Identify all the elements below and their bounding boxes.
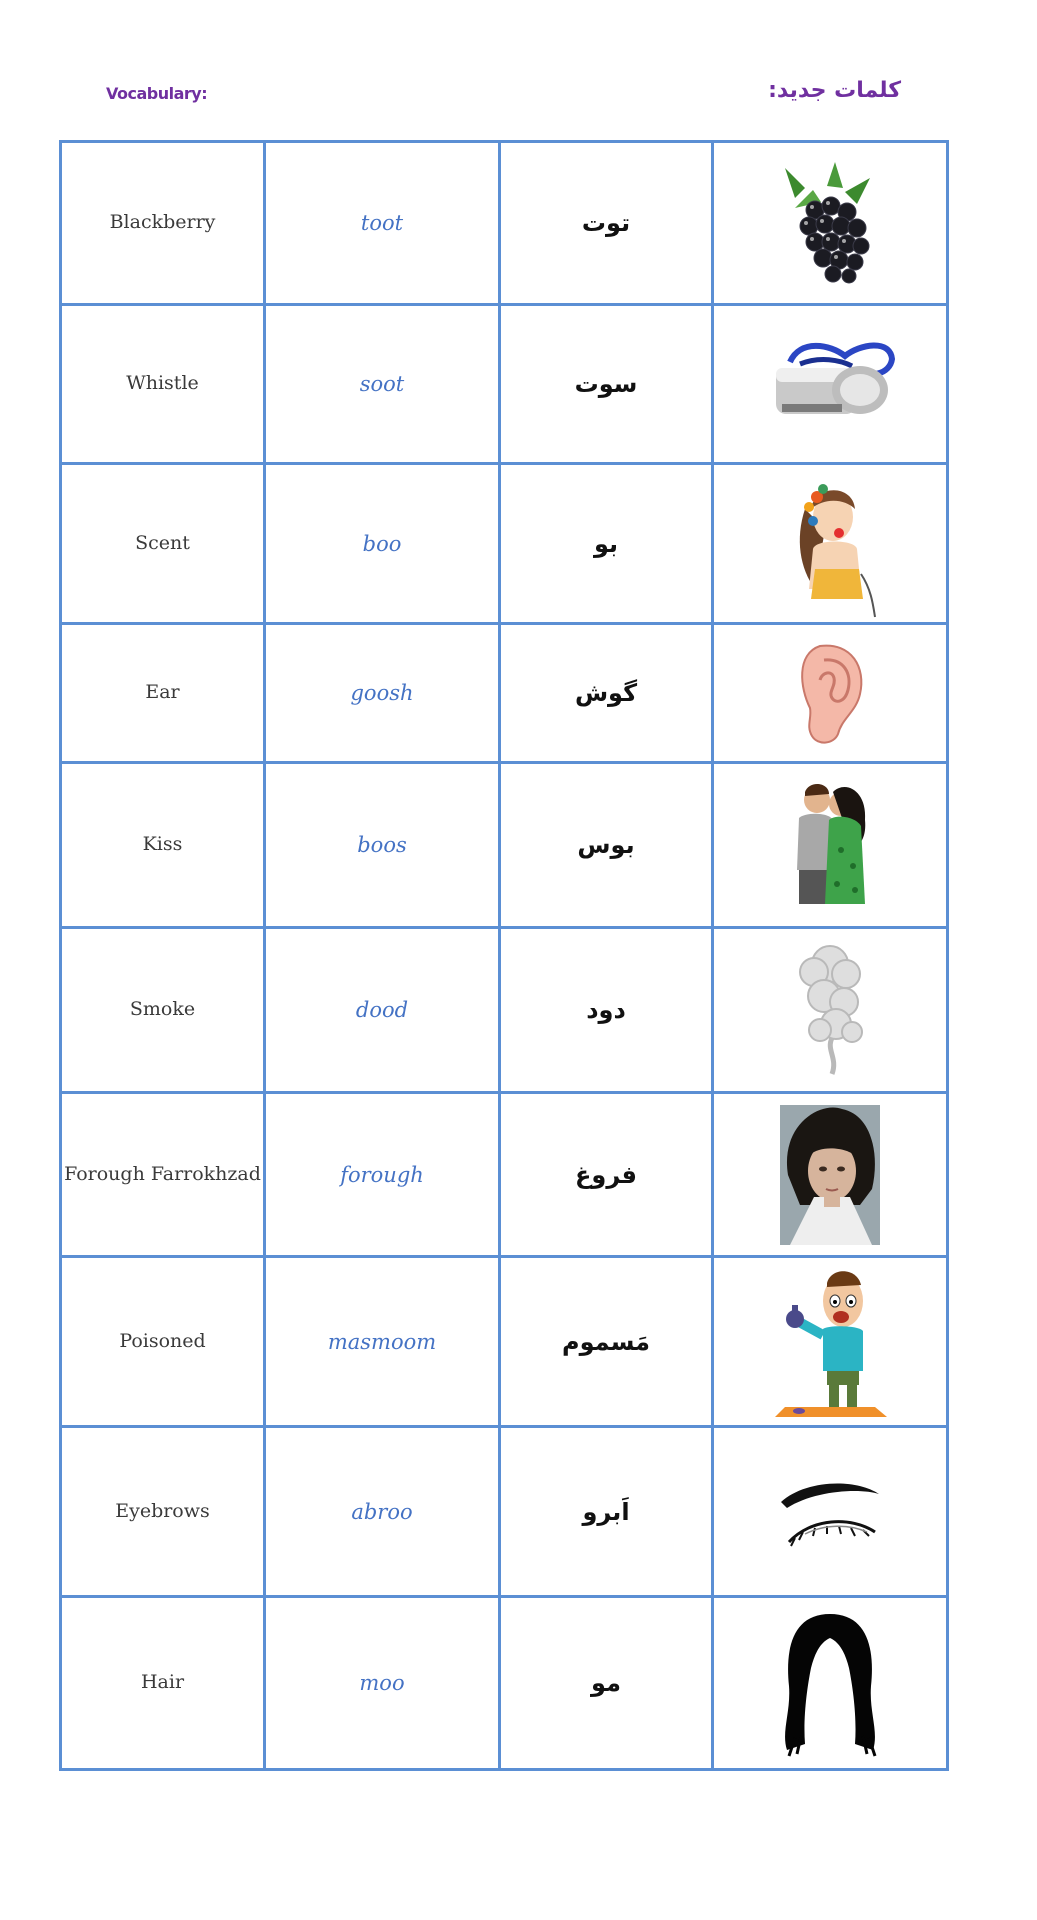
table-row [61,1257,948,1427]
table-row [61,624,948,763]
english-word: Scent [61,464,265,624]
table-row [61,1093,948,1257]
persian-word: بوس [500,763,713,928]
transliteration: forough [265,1093,500,1257]
blackberry-icon [713,142,948,305]
english-word: Kiss [61,763,265,928]
transliteration: masmoom [265,1257,500,1427]
hair-icon [713,1597,948,1770]
ear-icon [713,624,948,763]
english-word: Poisoned [61,1257,265,1427]
persian-word: گوش [500,624,713,763]
transliteration: moo [265,1597,500,1770]
transliteration: boos [265,763,500,928]
persian-title: کلمات جدید: [768,78,901,103]
english-word: Smoke [61,928,265,1093]
english-word: Ear [61,624,265,763]
english-word: Eyebrows [61,1427,265,1597]
transliteration: toot [265,142,500,305]
girl-smelling-flower-icon [713,464,948,624]
english-title: Vocabulary: [106,84,208,103]
poisoned-man-icon [713,1257,948,1427]
table-row [61,305,948,464]
transliteration: abroo [265,1427,500,1597]
transliteration: soot [265,305,500,464]
persian-word: فروغ [500,1093,713,1257]
vocabulary-table [59,140,949,1771]
transliteration: dood [265,928,500,1093]
woman-portrait-icon [713,1093,948,1257]
transliteration: goosh [265,624,500,763]
table-row [61,928,948,1093]
persian-word: سوت [500,305,713,464]
smoke-icon [713,928,948,1093]
english-word: Blackberry [61,142,265,305]
eyebrow-icon [713,1427,948,1597]
persian-word: مو [500,1597,713,1770]
table-row [61,1597,948,1770]
persian-word: دود [500,928,713,1093]
couple-kissing-icon [713,763,948,928]
persian-word: مَسموم [500,1257,713,1427]
table-row [61,1427,948,1597]
english-word: Forough Farrokhzad [61,1093,265,1257]
english-word: Whistle [61,305,265,464]
table-row [61,142,948,305]
table-row [61,763,948,928]
persian-word: اَبرو [500,1427,713,1597]
persian-word: بو [500,464,713,624]
persian-word: توت [500,142,713,305]
table-row [61,464,948,624]
transliteration: boo [265,464,500,624]
whistle-icon [713,305,948,464]
english-word: Hair [61,1597,265,1770]
